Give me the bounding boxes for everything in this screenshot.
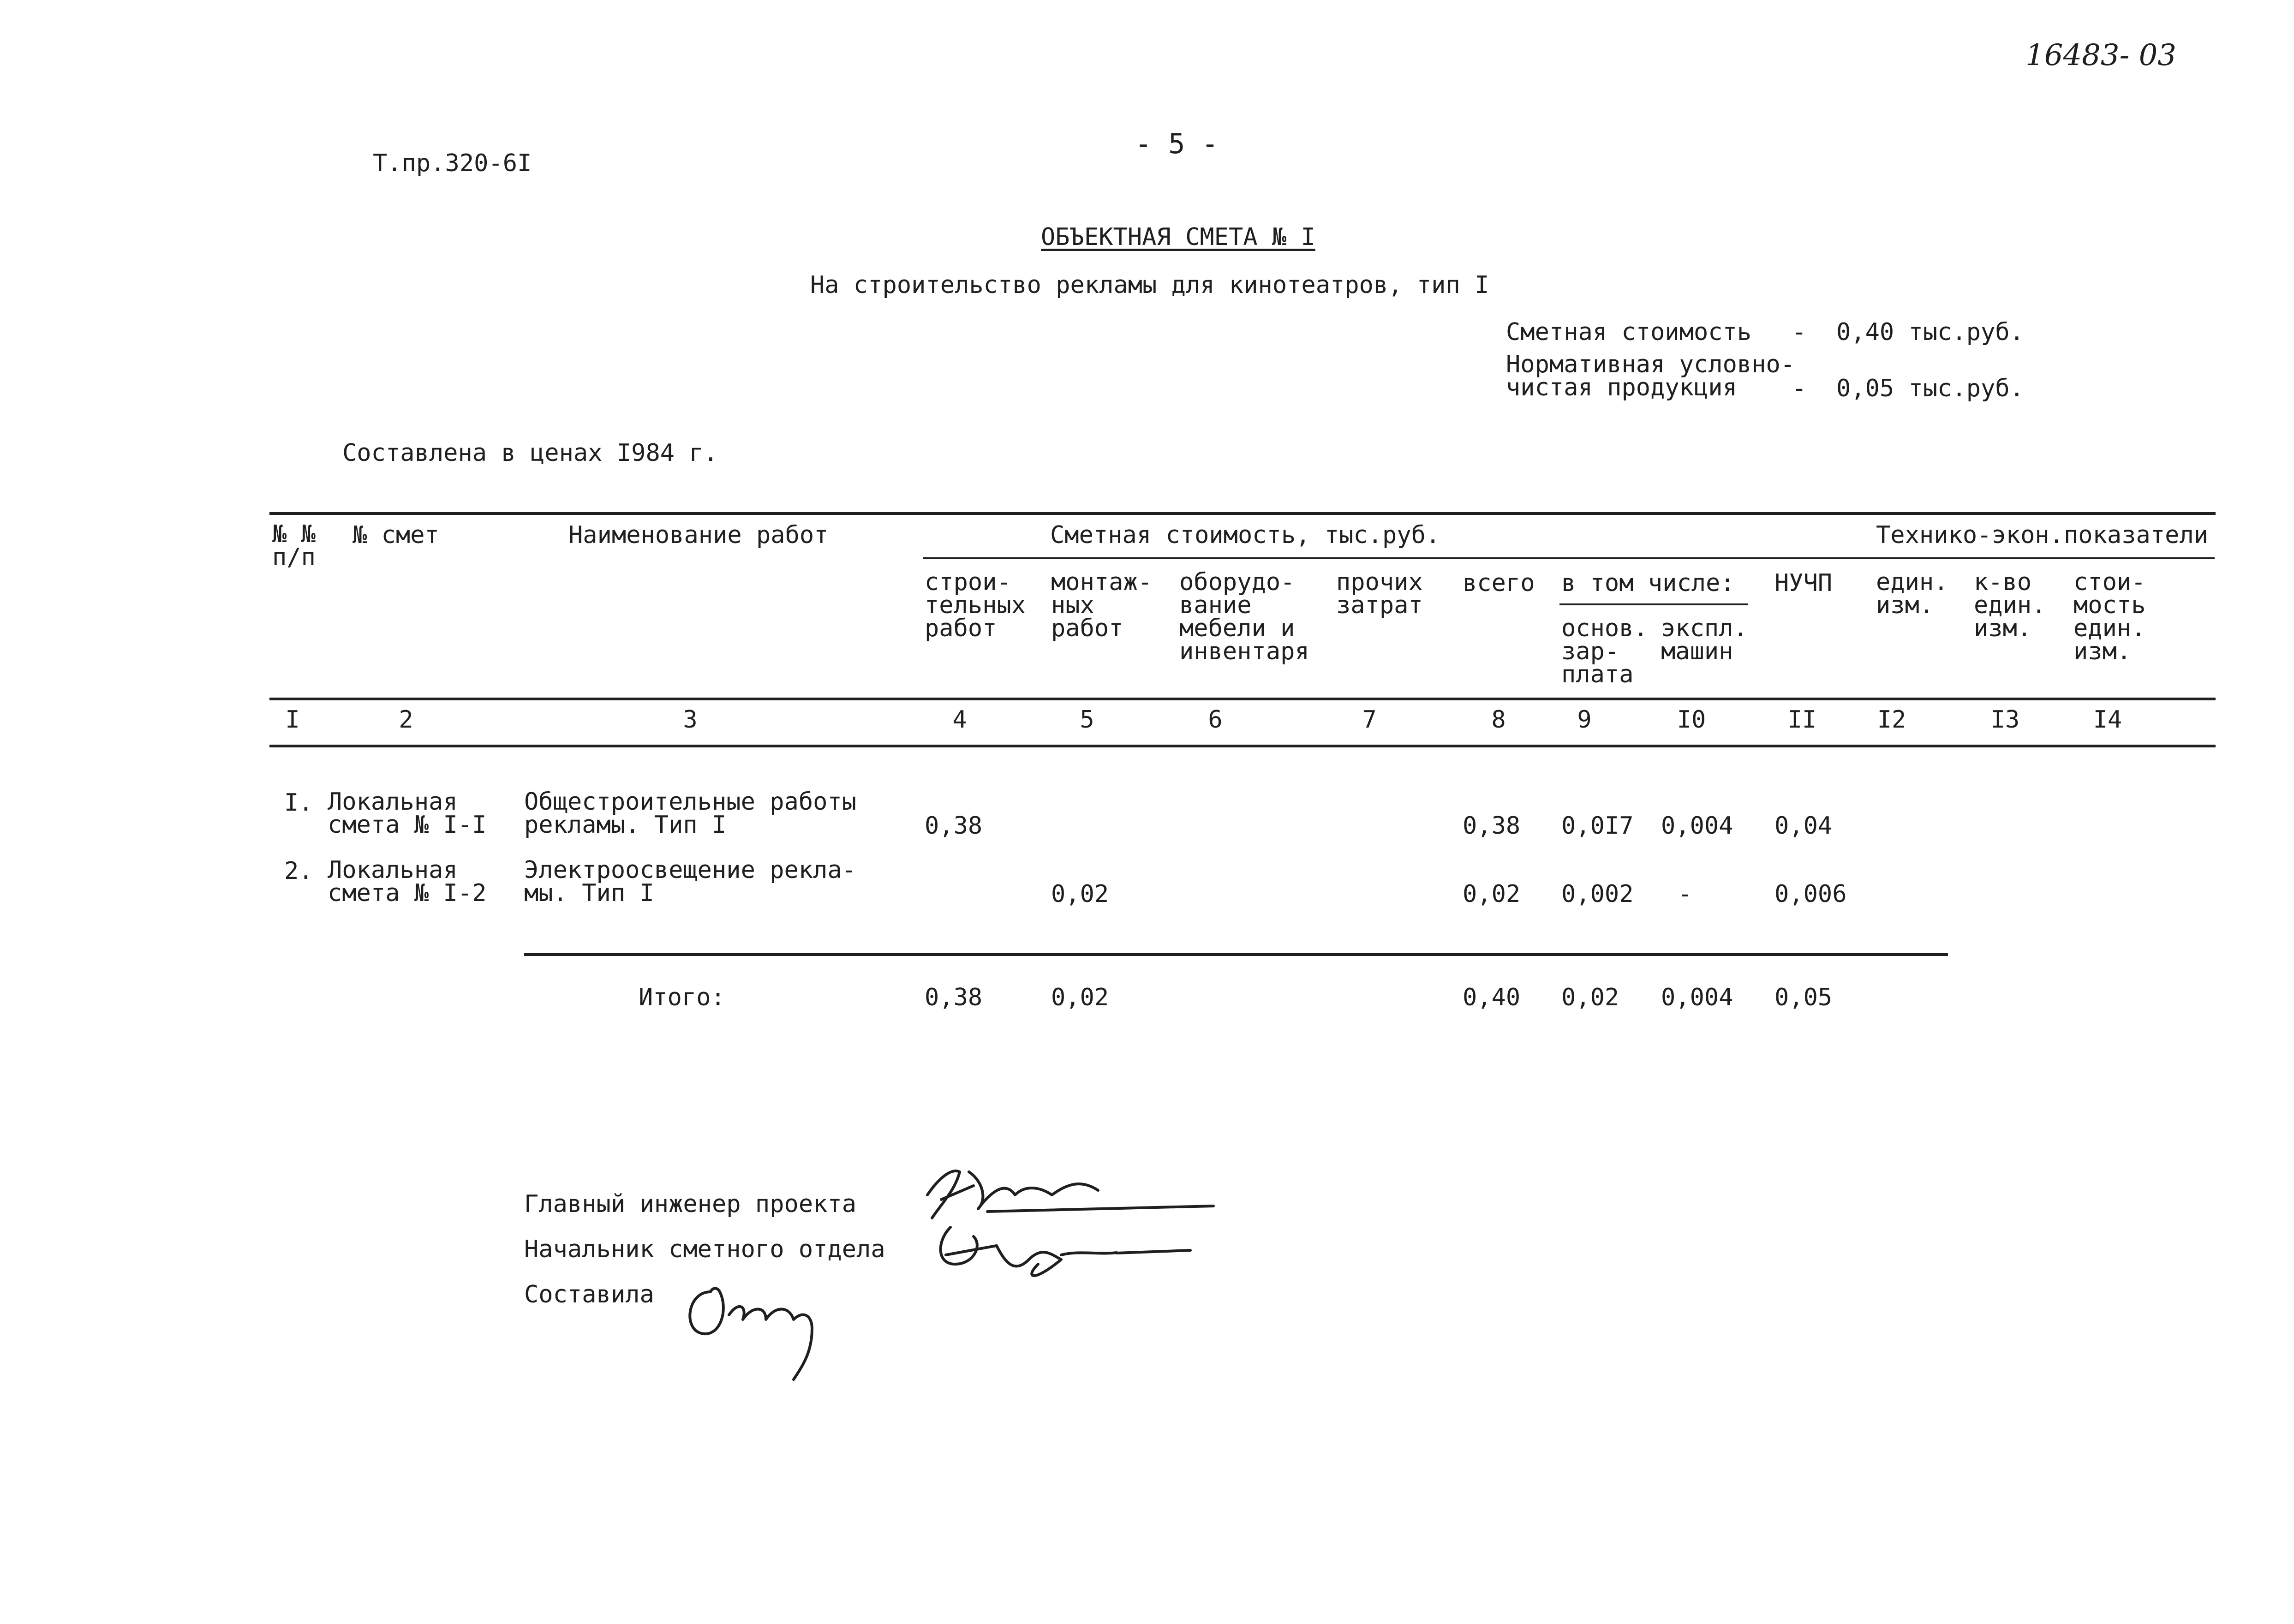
column-number: 4 <box>952 706 967 734</box>
norm-value: 0,05 тыс.руб. <box>1836 375 2024 402</box>
cost-value: 0,40 тыс.руб. <box>1836 318 2024 346</box>
cost-label: Сметная стоимость <box>1506 318 1752 346</box>
header-nuchp: НУЧП <box>1774 569 1833 597</box>
row-nuchp: 0,006 <box>1774 880 1847 908</box>
row-construction: 0,38 <box>925 812 983 840</box>
row-work-name: Общестроительные работы рекламы. Тип I <box>524 788 857 839</box>
column-number: I2 <box>1877 706 1906 734</box>
header-estimate-no: № смет <box>352 521 439 549</box>
header-machine-ops: экспл. машин <box>1661 615 1748 665</box>
column-number: I3 <box>1990 706 2020 734</box>
row-installation: 0,02 <box>1051 880 1109 908</box>
norm-dash: - <box>1792 375 1807 402</box>
header-base-salary: основ. зар- плата <box>1561 615 1648 688</box>
column-number: I4 <box>2093 706 2122 734</box>
totals-construction: 0,38 <box>925 984 983 1011</box>
row-total: 0,38 <box>1463 812 1521 840</box>
estimate-head-signature <box>941 1227 1117 1276</box>
column-number: 7 <box>1362 706 1377 734</box>
header-work-name: Наименование работ <box>568 521 829 549</box>
header-other: прочих затрат <box>1336 568 1423 619</box>
row-base-salary: 0,0I7 <box>1561 812 1634 840</box>
row-work-name: Электроосвещение рекла- мы. Тип I <box>524 856 857 907</box>
row-estimate: Локальная смета № I-2 <box>328 856 487 907</box>
document-title: ОБЪЕКТНАЯ СМЕТА № I <box>1041 223 1315 251</box>
row-machine-ops: - <box>1678 880 1692 908</box>
column-number: I0 <box>1677 706 1706 734</box>
totals-base-salary: 0,02 <box>1561 984 1619 1011</box>
header-cost-group: Сметная стоимость, тыс.руб. <box>1050 521 1440 549</box>
header-tech-group: Технико-экон.показатели <box>1876 521 2209 549</box>
estimate-head-label: Начальник сметного отдела <box>524 1236 885 1263</box>
column-number: 2 <box>399 706 413 734</box>
header-including: в том числе: <box>1561 569 1735 597</box>
estimate-head-signature-line <box>1117 1250 1190 1253</box>
compiler-signature <box>690 1289 812 1380</box>
row-machine-ops: 0,004 <box>1661 812 1733 840</box>
norm-label: Нормативная условно- чистая продукция <box>1506 351 1795 401</box>
header-unit-cost: стои- мость един. изм. <box>2073 568 2146 665</box>
header-unit: един. изм. <box>1876 568 1948 619</box>
row-num: 2. <box>284 857 313 885</box>
row-total: 0,02 <box>1463 880 1521 908</box>
totals-total: 0,40 <box>1463 984 1521 1011</box>
column-number: 8 <box>1491 706 1506 734</box>
cost-dash: - <box>1792 318 1807 346</box>
chief-engineer-label: Главный инженер проекта <box>524 1190 857 1218</box>
totals-label: Итого: <box>639 984 725 1011</box>
doc-reference: Т.пр.320-6I <box>373 149 532 177</box>
row-nuchp: 0,04 <box>1774 812 1833 840</box>
column-number: 6 <box>1208 706 1223 734</box>
prices-note: Составлена в ценах I984 г. <box>342 439 718 467</box>
totals-installation: 0,02 <box>1051 984 1109 1011</box>
page-code: 16483- 03 <box>2025 38 2176 72</box>
column-number: II <box>1787 706 1817 734</box>
column-number: 9 <box>1577 706 1592 734</box>
column-number: 5 <box>1080 706 1094 734</box>
totals-nuchp: 0,05 <box>1774 984 1833 1011</box>
row-base-salary: 0,002 <box>1561 880 1634 908</box>
header-installation: монтаж- ных работ <box>1051 568 1153 642</box>
header-unit-qty: к-во един. изм. <box>1974 568 2046 642</box>
header-total: всего <box>1463 569 1535 597</box>
column-number: I <box>285 706 300 734</box>
chief-engineer-signature-line <box>987 1206 1213 1212</box>
header-num: № № п/п <box>272 520 316 571</box>
page-number: - 5 - <box>1135 128 1219 160</box>
row-num: I. <box>284 789 313 817</box>
column-number: 3 <box>683 706 698 734</box>
header-equipment: оборудо- вание мебели и инвентаря <box>1179 568 1309 665</box>
totals-machine-ops: 0,004 <box>1661 984 1733 1011</box>
document-subtitle: На строительство рекламы для кинотеатров, тип I <box>810 271 1489 299</box>
header-construction: строи- тельных работ <box>925 568 1026 642</box>
compiled-by-label: Составила <box>524 1281 654 1308</box>
row-estimate: Локальная смета № I-I <box>328 788 487 839</box>
